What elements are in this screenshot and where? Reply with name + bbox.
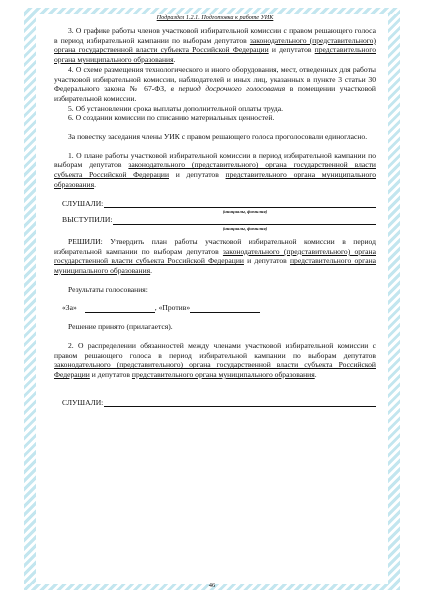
point-2-text: 2. О распределении обязанностей между членами участковой избирательной комиссии с правом решающего голоса в период избирательной кампании по выборам депутатов законодательного (представительного) органа государственной власти субъекта Российской Федерации и депутатов представительного органа муниципального образования. — [54, 340, 376, 379]
vote-against-label: , «Против» — [154, 303, 191, 313]
listened-label-2: СЛУШАЛИ: — [62, 397, 104, 407]
results-label: Результаты голосования: — [68, 284, 148, 294]
agenda-item-4: 4. О схеме размещения технологического и иного оборудования, мест, отведенных для работы участковой избирательной комиссии, наблюдателей и иных лиц, указанных в пункте 3 статьи 30 Федерального закона № 67-ФЗ, в период досрочного голосования в помещении участковой избирательной комиссии. — [54, 64, 376, 103]
section-header: Подраздел 1.2.1. Подготовка к работе УИК — [156, 14, 274, 21]
right-border-stripe — [388, 8, 400, 590]
agenda-item-5: 5. Об установлении срока выплаты дополнительной оплаты труда. — [68, 103, 284, 113]
page-number: 46 — [208, 582, 216, 589]
vote-row — [62, 303, 376, 313]
agenda-vote-text: За повестку заседания члены УИК с правом решающего голоса проголосовали единогласно. — [68, 132, 368, 142]
listened-line-2 — [62, 398, 376, 408]
listened-hint: (инициалы, фамилия) — [222, 209, 268, 215]
listened-fill-line-2[interactable] — [104, 398, 376, 407]
spoke-hint: (инициалы, фамилия) — [222, 225, 268, 231]
left-border-stripe — [24, 8, 36, 590]
listened-line — [62, 199, 376, 209]
listened-label: СЛУШАЛИ: — [62, 198, 104, 208]
document-body — [54, 14, 376, 407]
point-1-text: 1. О плане работы участковой избирательной комиссии в период избирательной кампании по выборам депутатов законодательного (представительного) органа государственной власти субъекта Российской Федерации и депутатов представительного органа муниципального образования. — [54, 150, 376, 189]
spoke-fill-line[interactable] — [113, 216, 376, 225]
listened-fill-line[interactable] — [104, 199, 376, 208]
vote-for-field[interactable] — [85, 304, 155, 313]
spoke-line — [62, 215, 376, 225]
decision-accepted: Решение принято (прилагается). — [68, 322, 173, 332]
vote-for-label: «За» — [62, 303, 77, 313]
vote-against-field[interactable] — [190, 304, 260, 313]
agenda-item-3: 3. О графике работы членов участковой избирательной комиссии с правом решающего голоса в период избирательной кампании по выборам депутатов законодательного (представительного) органа государственной власти субъекта Российской Федерации и депутатов представительного органа муниципального образования. — [54, 26, 376, 65]
agenda-item-6: 6. О создании комиссии по списанию материальных ценностей. — [68, 113, 275, 123]
decision-text: РЕШИЛИ: Утвердить план работы участковой избирательной комиссии в период избирательной кампании по выборам депутатов законодательного (представительного) органа государственной власти субъекта Российской Федерации и депутатов представительного органа муниципального образования. — [54, 236, 376, 276]
spoke-label: ВЫСТУПИЛИ: — [62, 215, 113, 225]
